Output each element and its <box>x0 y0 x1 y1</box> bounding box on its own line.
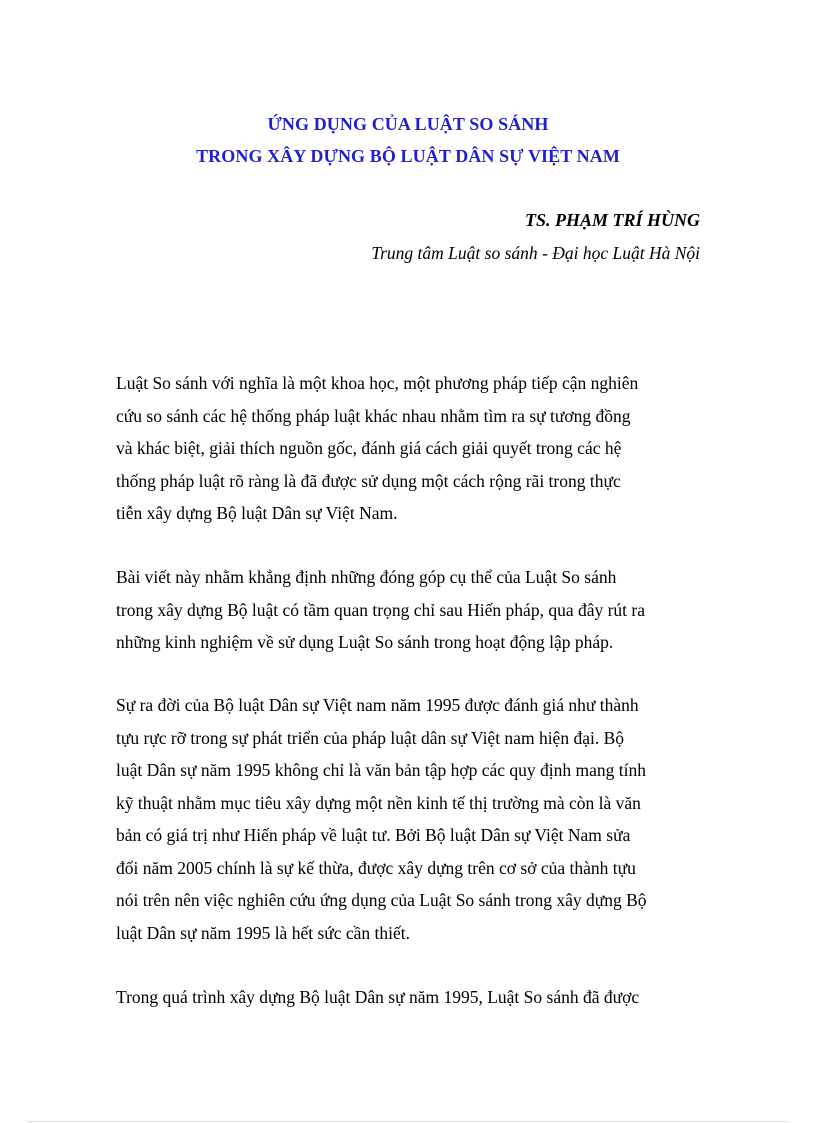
document-title-line-1: ỨNG DỤNG CỦA LUẬT SO SÁNH <box>267 114 549 134</box>
paragraph-2 <box>116 561 700 659</box>
paragraph-line: Luật So sánh với nghĩa là một khoa học, một phương pháp tiếp cận nghiên <box>116 373 639 393</box>
paragraph-line: Sự ra đời của Bộ luật Dân sự Việt nam năm 1995 được đánh giá như thành <box>116 695 639 715</box>
paragraph-line: thống pháp luật rõ ràng là đã được sử dụng một cách rộng rãi trong thực <box>116 470 621 491</box>
paragraph-line: cứu so sánh các hệ thống pháp luật khác nhau nhằm tìm ra sự tương đồng <box>116 405 631 426</box>
paragraph-line: đổi năm 2005 chính là sự kế thừa, được xây dựng trên cơ sở của thành tựu <box>116 857 636 878</box>
paragraph-line: và khác biệt, giải thích nguồn gốc, đánh giá cách giải quyết trong các hệ <box>116 438 622 458</box>
paragraph-line: Bài viết này nhằm khẳng định những đóng góp cụ thể của Luật So sánh <box>116 567 617 587</box>
paragraph-line: kỹ thuật nhằm mục tiêu xây dựng một nền kinh tế thị trường mà còn là văn <box>116 792 641 813</box>
paragraph-line: tiễn xây dựng Bộ luật Dân sự Việt Nam. <box>116 503 398 523</box>
paragraph-line: luật Dân sự năm 1995 là hết sức cần thiết. <box>116 922 411 943</box>
paragraph-line: luật Dân sự năm 1995 không chỉ là văn bản tập hợp các quy định mang tính <box>116 760 647 780</box>
author-name: TS. PHẠM TRÍ HÙNG <box>524 210 700 230</box>
paragraph-3 <box>116 689 700 949</box>
paragraph-4 <box>116 981 700 1014</box>
paragraph-line: Trong quá trình xây dựng Bộ luật Dân sự năm 1995, Luật So sánh đã được <box>116 987 640 1007</box>
paragraph-line: trong xây dựng Bộ luật có tầm quan trọng chỉ sau Hiến pháp, qua đây rút ra <box>116 599 646 620</box>
paragraph-line: những kinh nghiệm về sử dụng Luật So sánh trong hoạt động lập pháp. <box>116 632 614 652</box>
page-bottom-divider <box>28 1121 788 1122</box>
document-title-line-2: TRONG XÂY DỰNG BỘ LUẬT DÂN SỰ VIỆT NAM <box>196 146 620 166</box>
author-affiliation: Trung tâm Luật so sánh - Đại học Luật Hà Nội <box>371 243 700 263</box>
paragraph-line: nói trên nên việc nghiên cứu ứng dụng của Luật So sánh trong xây dựng Bộ <box>116 890 647 910</box>
paragraph-1 <box>116 367 700 530</box>
paragraph-line: tựu rực rỡ trong sự phát triển của pháp luật dân sự Việt nam hiện đại. Bộ <box>116 727 624 748</box>
paragraph-line: bản có giá trị như Hiến pháp về luật tư. Bởi Bộ luật Dân sự Việt Nam sửa <box>116 825 631 845</box>
